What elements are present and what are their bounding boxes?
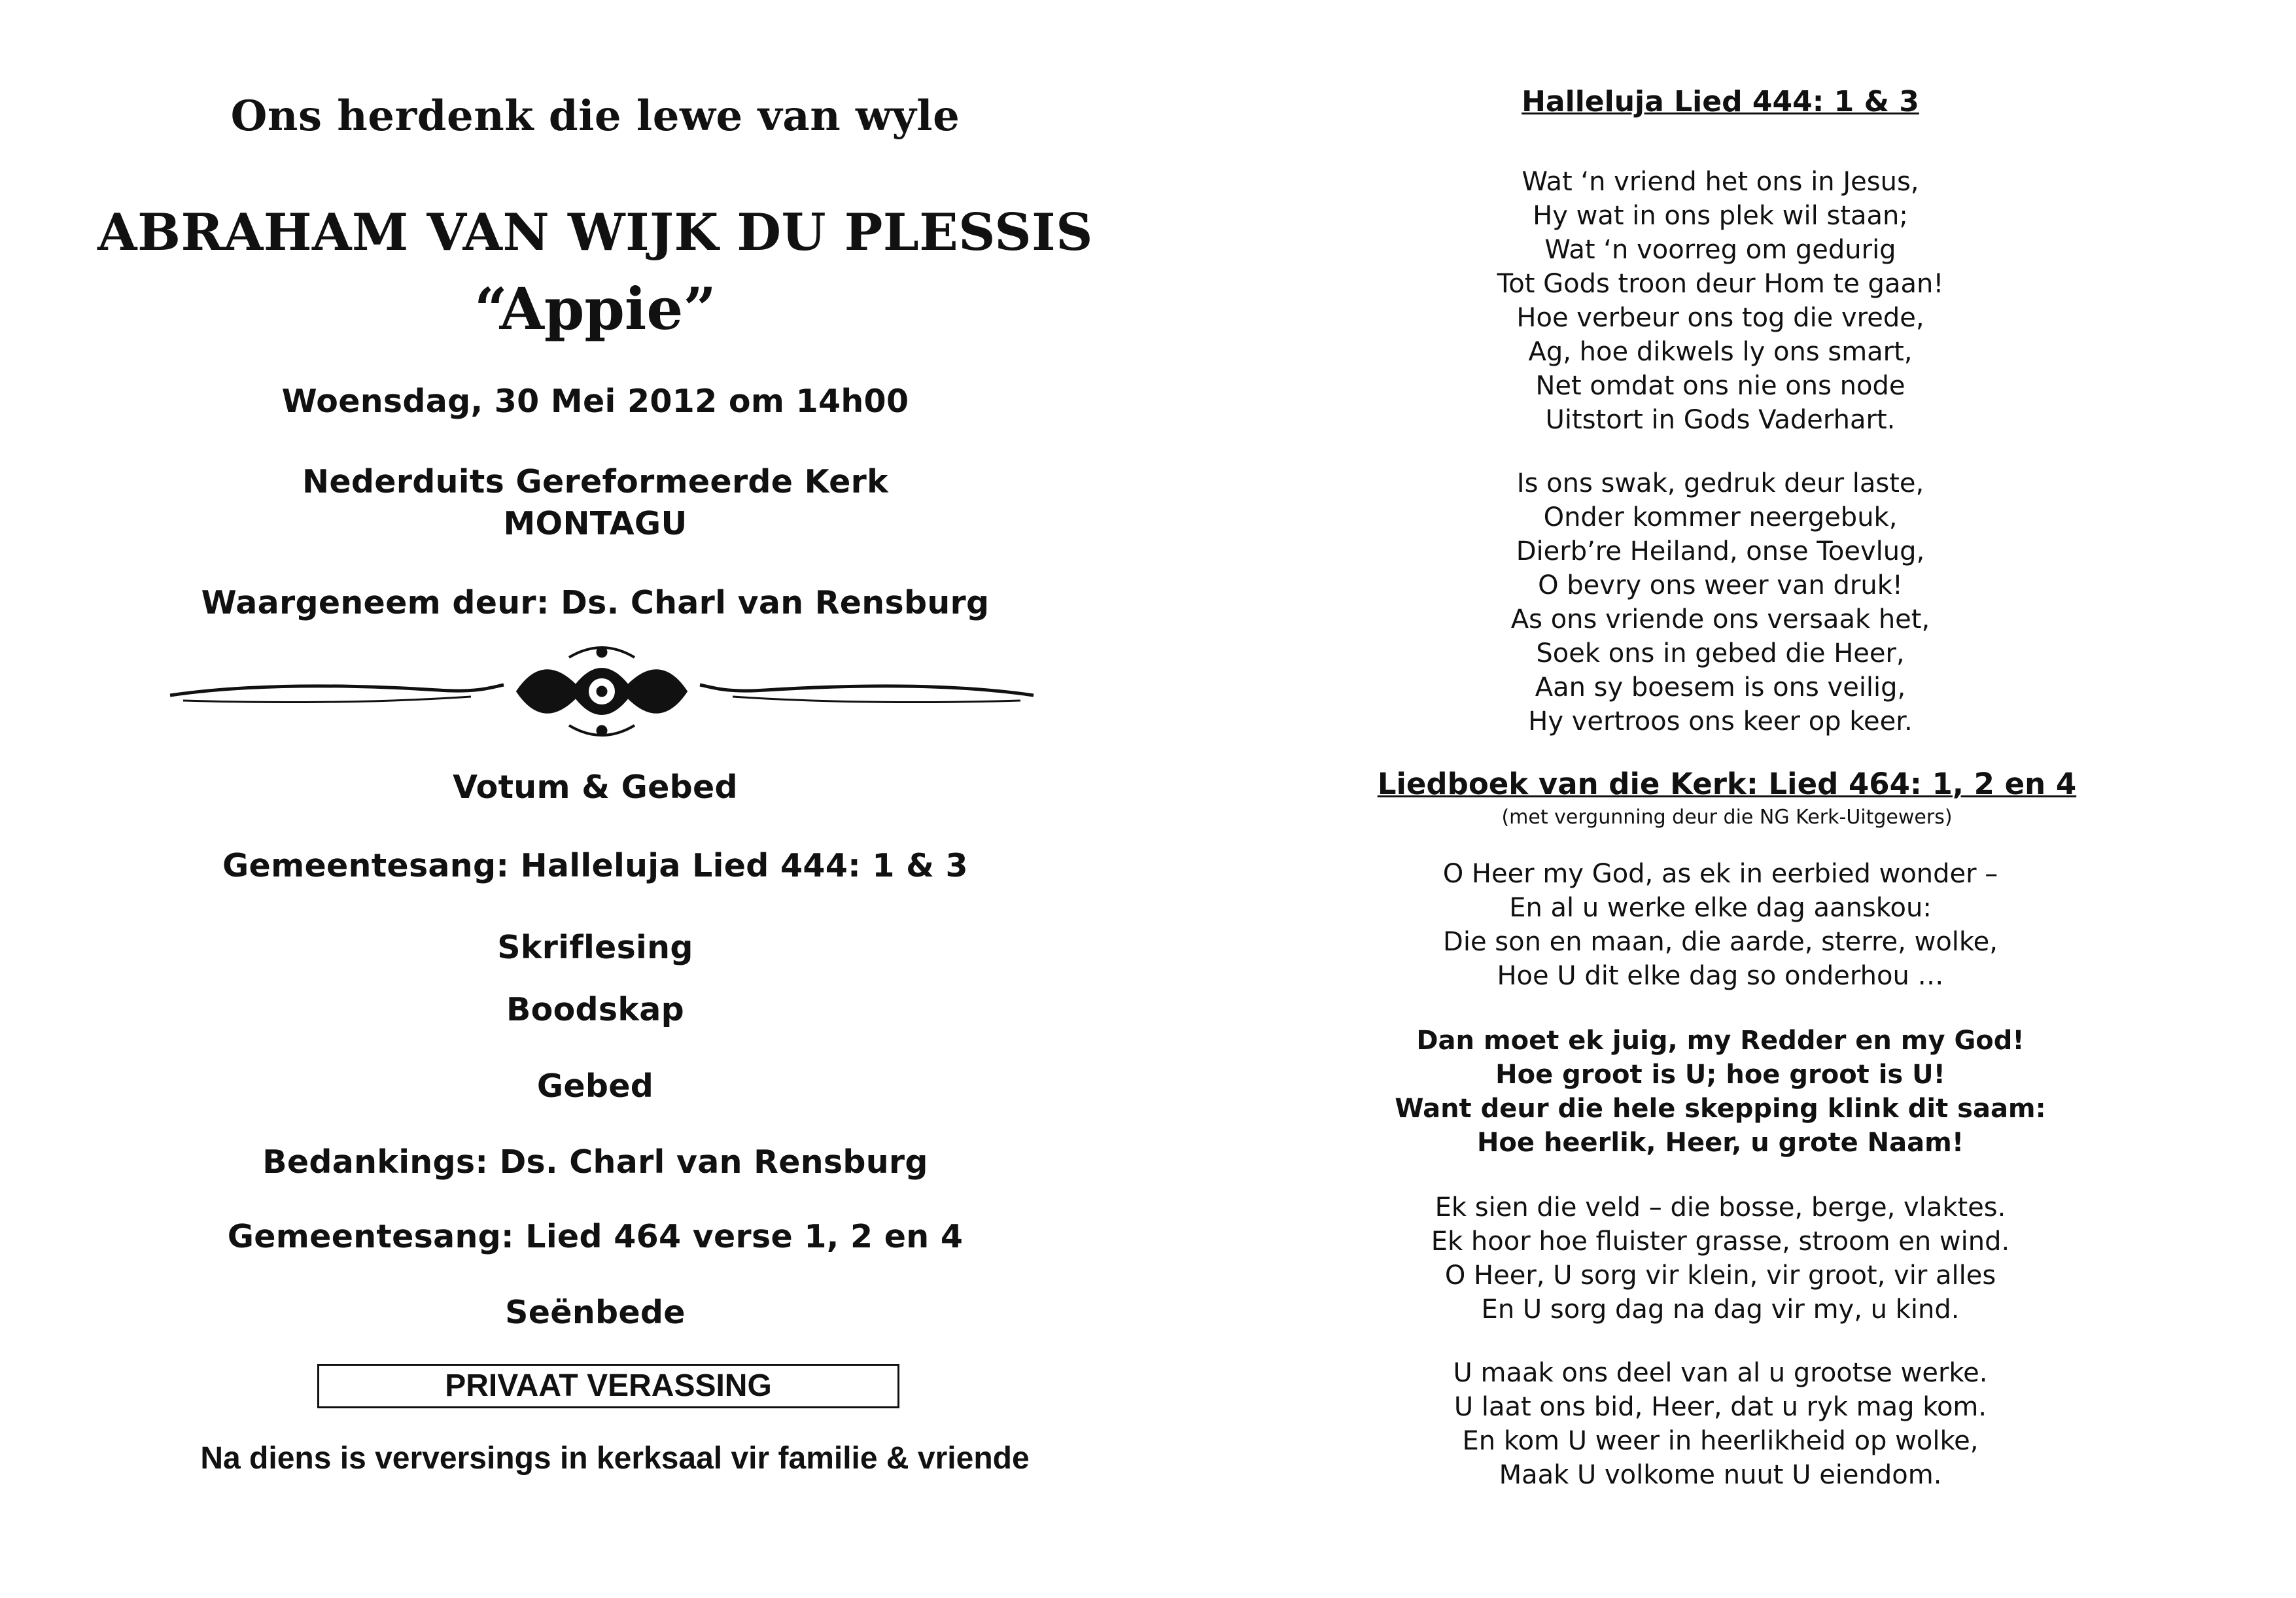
memorial-heading: Ons herdenk die lewe van wyle [230,92,960,141]
lyric-line: O Heer my God, as ek in eerbied wonder – [1442,859,1998,889]
hymn2-permission-note: (met vergunning deur die NG Kerk-Uitgewers) [1501,806,1953,829]
order-item-8: Seënbede [505,1294,686,1331]
order-item-7: Gemeentesang: Lied 464 verse 1, 2 en 4 [227,1218,964,1255]
service-date-time: Woensdag, 30 Mei 2012 om 14h00 [281,383,909,420]
private-cremation-box: PRIVAAT VERASSING [317,1364,899,1408]
hymn1-stanza-2 [1334,466,2106,738]
order-item-6: Bedankings: Ds. Charl van Rensburg [262,1143,928,1181]
order-item-1: Votum & Gebed [453,769,738,806]
hymn2-title: Liedboek van die Kerk: Lied 464: 1, 2 en 4 [1377,767,2077,801]
lyric-line: Hy vertroos ons keer op keer. [1528,706,1913,737]
lyric-line: Die son en maan, die aarde, sterre, wolke, [1443,927,1998,957]
lyric-line: Dierb’re Heiland, onse Toevlug, [1516,536,1925,566]
lyric-line: Wat ‘n voorreg om gedurig [1544,235,1896,265]
officiant: Waargeneem deur: Ds. Charl van Rensburg [201,584,990,621]
lyric-line: Dan moet ek juig, my Redder en my God! [1416,1026,2025,1056]
lyric-line: U laat ons bid, Heer, dat u ryk mag kom. [1453,1392,1987,1422]
lyric-line: Is ons swak, gedruk deur laste, [1516,468,1924,498]
order-item-2: Gemeentesang: Halleluja Lied 444: 1 & 3 [222,847,968,884]
ornament-divider [164,644,1040,739]
lyric-line: Maak U volkome nuut U eiendom. [1499,1460,1942,1490]
lyric-line: Aan sy boesem is ons veilig, [1535,672,1906,703]
lyric-line: Net omdat ons nie ons node [1535,371,1905,401]
lyric-line: Hy wat in ons plek wil staan; [1533,201,1908,231]
hymn1-stanza-1 [1334,165,2106,437]
lyric-line: O Heer, U sorg vir klein, vir groot, vir alles [1444,1260,1996,1291]
lyric-line: Hoe heerlik, Heer, u grote Naam! [1476,1128,1964,1158]
lyric-line: Ag, hoe dikwels ly ons smart, [1528,337,1913,367]
hymn2-stanza-3 [1334,1356,2106,1492]
hymn2-stanza-2 [1334,1190,2106,1327]
deceased-nickname: “Appie” [474,275,716,343]
hymn2-refrain [1334,1024,2106,1160]
lyric-line: Soek ons in gebed die Heer, [1536,638,1905,669]
order-item-5: Gebed [536,1068,654,1105]
lyric-line: Hoe U dit elke dag so onderhou … [1497,961,1944,991]
lyric-line: Onder kommer neergebuk, [1543,502,1898,532]
lyric-line: En U sorg dag na dag vir my, u kind. [1481,1294,1960,1325]
lyric-line: Hoe groot is U; hoe groot is U! [1495,1060,1945,1090]
hymn1-title: Halleluja Lied 444: 1 & 3 [1522,85,1919,118]
order-item-3: Skriflesing [497,929,693,966]
church-name: Nederduits Gereformeerde Kerk [302,463,888,500]
order-item-4: Boodskap [506,991,685,1028]
church-town: MONTAGU [503,505,687,542]
deceased-name: ABRAHAM VAN WIJK DU PLESSIS [97,203,1093,262]
lyric-line: Ek hoor hoe fluister grasse, stroom en wind. [1431,1226,2010,1257]
lyric-line: As ons vriende ons versaak het, [1510,604,1930,634]
lyric-line: Uitstort in Gods Vaderhart. [1545,405,1896,435]
footer-note: Na diens is verversings in kerksaal vir familie & vriende [200,1441,1030,1476]
lyric-line: En al u werke elke dag aanskou: [1509,893,1932,923]
lyric-line: En kom U weer in heerlikheid op wolke, [1462,1426,1979,1456]
lyric-line: O bevry ons weer van druk! [1538,570,1903,600]
lyric-line: Tot Gods troon deur Hom te gaan! [1497,269,1944,299]
lyric-line: Wat ‘n vriend het ons in Jesus, [1522,167,1919,197]
lyric-line: Hoe verbeur ons tog die vrede, [1516,303,1924,333]
hymn2-stanza-1 [1334,857,2106,993]
lyric-line: U maak ons deel van al u grootse werke. [1453,1358,1988,1388]
lyric-line: Ek sien die veld – die bosse, berge, vlaktes. [1435,1192,2006,1223]
lyric-line: Want deur die hele skepping klink dit saam: [1395,1094,2046,1124]
